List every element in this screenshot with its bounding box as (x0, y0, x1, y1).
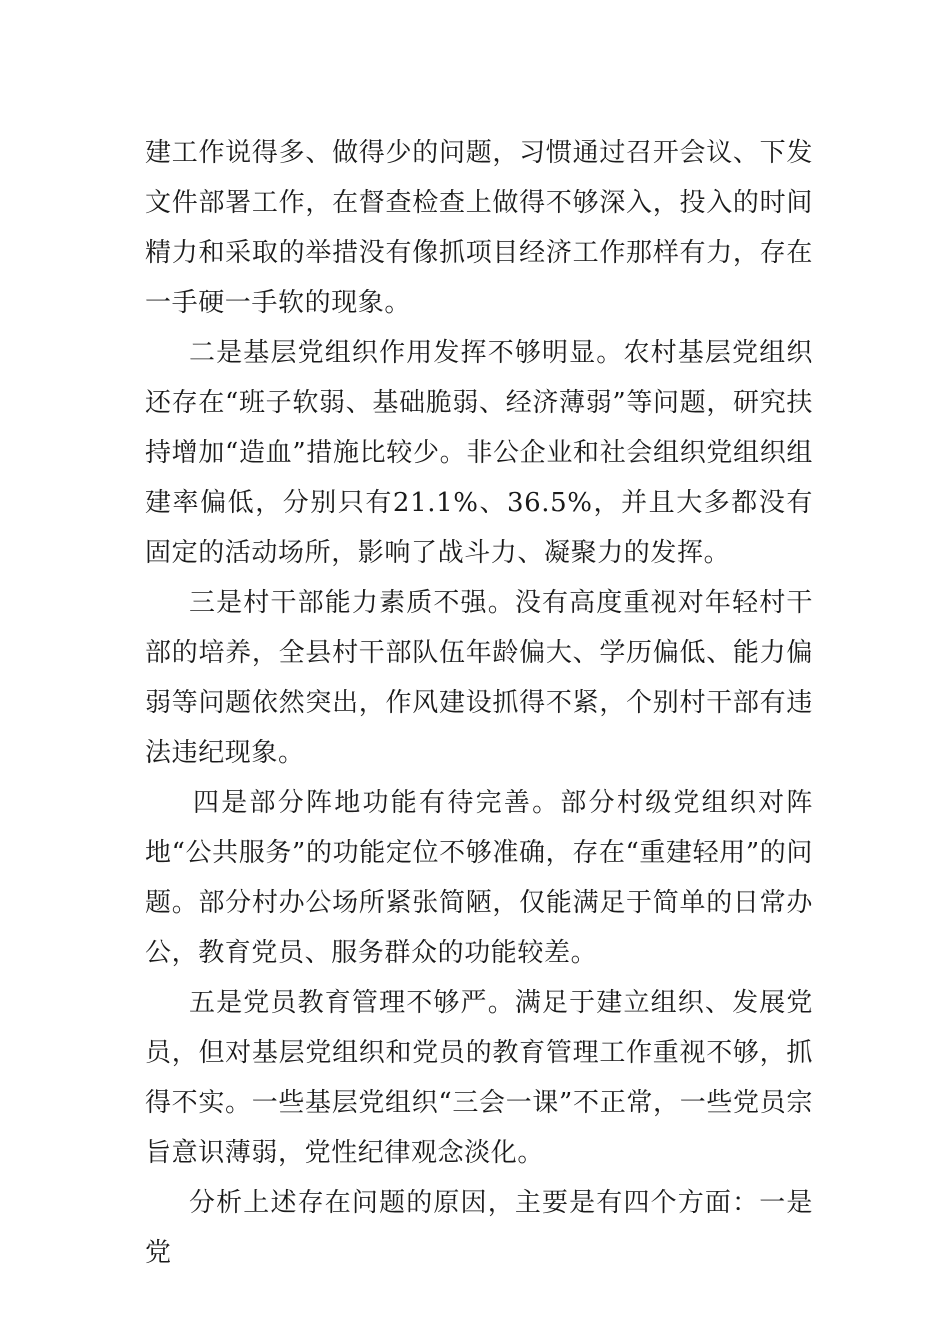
paragraph-point-five: 五是党员教育管理不够严。满足于建立组织、发展党员，但对基层党组织和党员的教育管理工作重视不够，抓得不实。一些基层党组织“三会一课”不正常，一些党员宗旨意识薄弱，党性纪律观念淡化。 (145, 988, 813, 1168)
paragraph-cause-analysis: 分析上述存在问题的原因，主要是有四个方面：一是党 (145, 1188, 813, 1268)
paragraph-point-two: 二是基层党组织作用发挥不够明显。农村基层党组织还存在“班子软弱、基础脆弱、经济薄弱”等问题，研究扶持增加“造血”措施比较少。非公企业和社会组织党组织组建率偏低，分别只有21.1%、36.5%，并且大多都没有固定的活动场所，影响了战斗力、凝聚力的发挥。 (145, 338, 813, 568)
paragraph-point-four: 四是部分阵地功能有待完善。部分村级党组织对阵地“公共服务”的功能定位不够准确，存在“重建轻用”的问题。部分村办公场所紧张简陋，仅能满足于简单的日常办公，教育党员、服务群众的功能较差。 (145, 788, 813, 968)
document-body (145, 128, 813, 1278)
paragraph-point-three: 三是村干部能力素质不强。没有高度重视对年轻村干部的培养，全县村干部队伍年龄偏大、学历偏低、能力偏弱等问题依然突出，作风建设抓得不紧，个别村干部有违法违纪现象。 (145, 588, 813, 768)
paragraph-continuation: 建工作说得多、做得少的问题，习惯通过召开会议、下发文件部署工作，在督查检查上做得不够深入，投入的时间精力和采取的举措没有像抓项目经济工作那样有力，存在一手硬一手软的现象。 (145, 138, 813, 318)
